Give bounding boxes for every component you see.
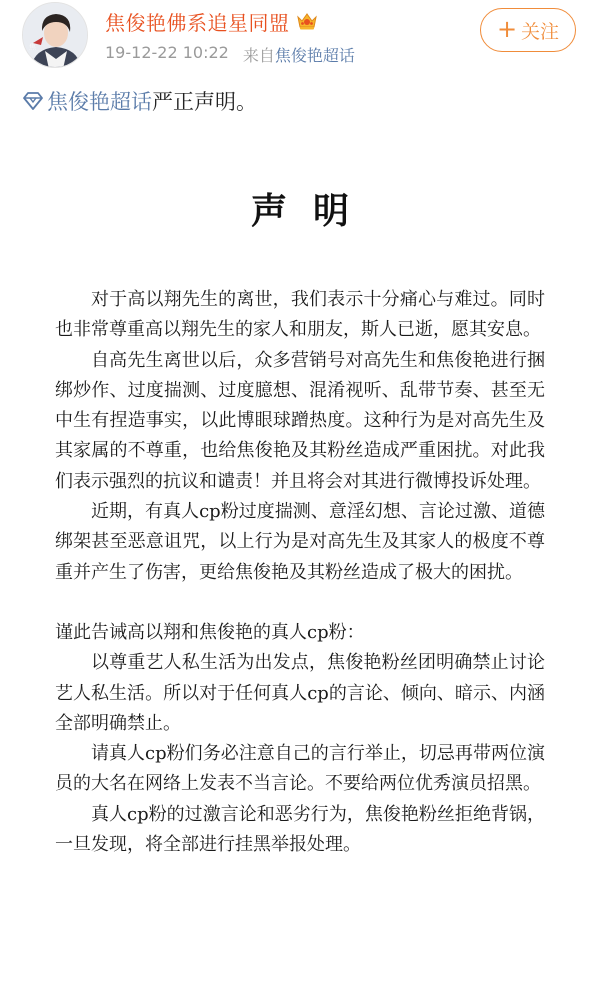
post-source-link[interactable]: 焦俊艳超话: [274, 46, 355, 65]
statement-paragraph: 请真人cp粉们务必注意自己的言行举止，切忌再带两位演员的大名在网络上发表不当言论。不要给两位优秀演员招黑。: [55, 743, 545, 795]
statement-paragraph: 对于高以翔先生的离世，我们表示十分痛心与难过。同时也非常尊重高以翔先生的家人和朋友，斯人已逝，愿其安息。: [55, 289, 545, 341]
statement-paragraph: 真人cp粉的过激言论和恶劣行为，焦俊艳粉丝拒绝背锅，一旦发现，将全部进行挂黑举报处理。: [55, 803, 545, 856]
follow-button[interactable]: [480, 8, 576, 52]
avatar[interactable]: [22, 2, 88, 68]
statement-title: 声明: [250, 191, 375, 232]
post-meta: [105, 43, 355, 66]
follow-button-label: 关注: [521, 20, 560, 43]
avatar-portrait-icon: [23, 3, 88, 68]
user-name-row: [105, 6, 318, 36]
post-source-prefix: 来自: [242, 46, 275, 65]
post-timestamp: 19-12-22 10:22: [105, 43, 229, 62]
supertopic-link[interactable]: 焦俊艳超话: [47, 90, 152, 114]
statement-image[interactable]: [0, 145, 600, 981]
statement-body: [55, 285, 545, 860]
statement-paragraph: 自高先生离世以后，众多营销号对高先生和焦俊艳进行捆绑炒作、过度揣测、过度臆想、混淆视听、乱带节奏、甚至无中生有捏造事实，以此博眼球蹭热度。这种行为是对高先生及其家属的不尊重，也给焦俊艳及其粉丝造成严重困扰。对此我们表示强烈的抗议和谴责！并且将会对其进行微博投诉处理。: [55, 349, 545, 492]
statement-paragraph: 谨此告诫高以翔和焦俊艳的真人cp粉：: [55, 621, 365, 643]
post-text: 严正声明。: [152, 90, 257, 114]
post-content: [22, 85, 257, 117]
statement-paragraph: 近期，有真人cp粉过度揣测、意淫幻想、言论过激、道德绑架甚至恶意诅咒，以上行为是对高先生及其家人的极度不尊重并产生了伤害，更给焦俊艳及其粉丝造成了极大的困扰。: [55, 501, 545, 583]
crown-vip-icon[interactable]: [296, 11, 318, 31]
plus-icon: +: [496, 15, 518, 43]
statement-paragraph: 以尊重艺人私生活为出发点，焦俊艳粉丝团明确禁止讨论艺人私生活。所以对于任何真人cp的言论、倾向、暗示、内涵全部明确禁止。: [55, 652, 545, 734]
post-source: [243, 43, 355, 66]
svg-text:焦: 焦: [29, 43, 36, 51]
user-name[interactable]: 焦俊艳佛系追星同盟: [105, 10, 290, 35]
diamond-supertopic-icon: [22, 91, 44, 111]
